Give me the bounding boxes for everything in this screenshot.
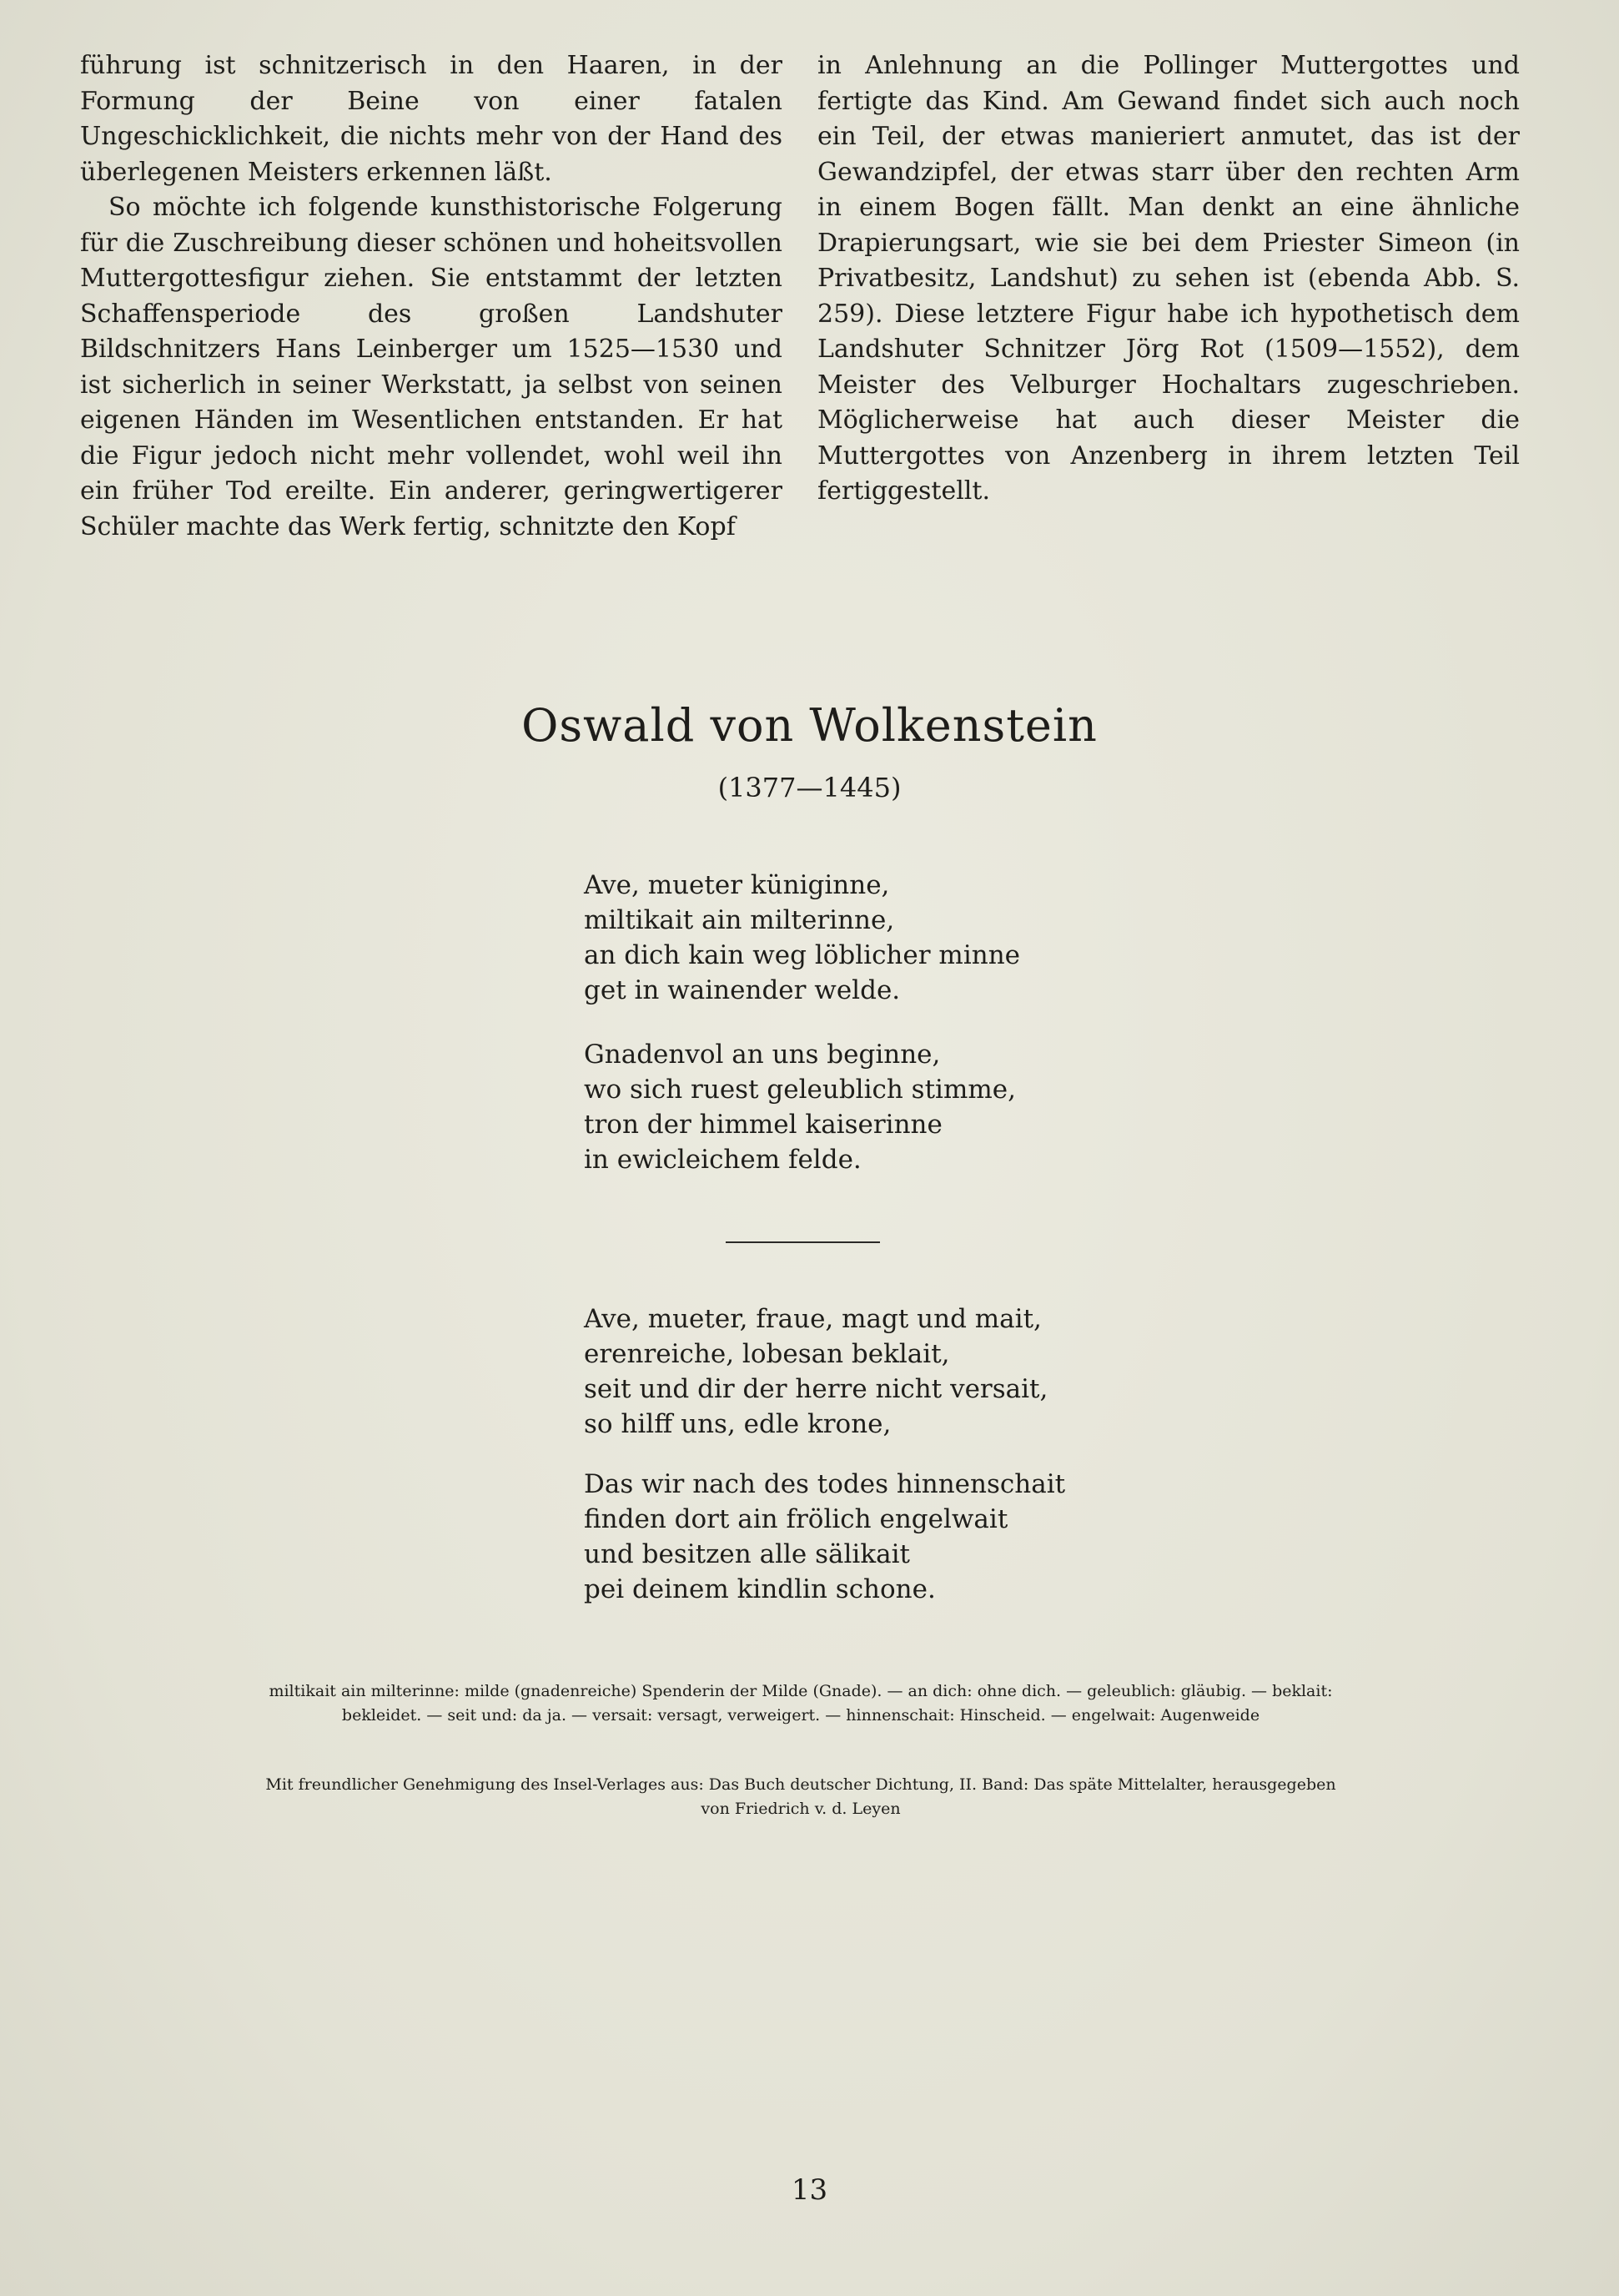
footnote-glossary: miltikait ain milterinne: milde (gnadenreiche) Spenderin der Milde (Gnade). — an dich: ohne dich. — geleublich: gläubig. — beklait: bekleidet. — seit und: da ja. — versait: versagt, verweigert. — hinnenschait: Hinscheid. — engelwait: Augenweide [269,1682,1333,1725]
poem-line: seit und dir der herre nicht versait, [584,1374,1048,1404]
paragraph: So möchte ich folgende kunsthistorische Folgerung für die Zuschreibung dieser schönen und hoheitsvollen Muttergottesfigur ziehen. Sie entstammt der letzten Schaffensperiode des großen Landshuter Bildschnitzers Hans Leinberger um 1525—1530 und ist sicherlich in seiner Werkstatt, ja selbst von seinen eigenen Händen im Wesentlichen entstanden. Er hat die Figur jedoch nicht mehr vollendet, wohl weil ihn ein früher Tod ereilte. Ein anderer, geringwertigerer Schüler machte das Werk fertig, schnitzte den Kopf [80,193,782,541]
poem-line: und besitzen alle sälikait [584,1539,910,1569]
poem-line: an dich kain weg löblicher minne [584,940,1021,970]
paragraph: in Anlehnung an die Pollinger Muttergottes und fertigte das Kind. Am Gewand findet sich auch noch ein Teil, der etwas manieriert anmutet, das ist der Gewandzipfel, der etwas starr über den rechten Arm in einem Bogen fällt. Man denkt an eine ähnliche Drapierungsart, wie sie bei dem Priester Simeon (in Privatbesitz, Landshut) zu sehen ist (ebenda Abb. S. 259). Diese letztere Figur habe ich hypothetisch dem Landshuter Schnitzer Jörg Rot (1509—1552), dem Meister des Velburger Hochaltars zugeschrieben. Möglicherweise hat auch dieser Meister die Muttergottes von Anzenberg in ihrem letzten Teil fertiggestellt. [817,51,1520,506]
poem-stanza [584,1467,1335,1607]
poem-line: Gnadenvol an uns beginne, [584,1040,941,1070]
poem-line: Ave, mueter, fraue, magt und mait, [584,1304,1042,1334]
text-column-right [817,48,1520,510]
poem-line: tron der himmel kaiserinne [584,1110,943,1140]
poem-line: miltikait ain milterinne, [584,905,895,935]
footnote-credit: Mit freundlicher Genehmigung des Insel-Verlages aus: Das Buch deutscher Dichtung, II. Band: Das späte Mittelalter, herausgegeben von Friedrich v. d. Leyen [265,1775,1336,1818]
poem-line: Ave, mueter küniginne, [584,870,890,900]
poem-dates: (1377—1445) [717,772,902,803]
poem-line: so hilff uns, edle krone, [584,1409,892,1439]
section-divider [726,1241,880,1243]
poem-line: Das wir nach des todes hinnenschait [584,1469,1066,1499]
poem-line: wo sich ruest geleublich stimme, [584,1075,1016,1105]
poem-line: pei deinem kindlin schone. [584,1574,936,1604]
poem-line: get in wainender welde. [584,975,901,1005]
page-number: 13 [791,2173,828,2207]
text-column-left [80,48,782,545]
poem-stanza [584,1302,1335,1442]
poem-title: Oswald von Wolkenstein [521,699,1098,752]
poem-line: erenreiche, lobesan beklait, [584,1339,950,1369]
poem-stanza [584,1037,1335,1177]
poem-stanza [584,868,1335,1008]
poem-line: finden dort ain frölich engelwait [584,1504,1008,1534]
paragraph: führung ist schnitzerisch in den Haaren, in der Formung der Beine von einer fatalen Ungeschicklichkeit, die nichts mehr von der Hand des überlegenen Meisters erkennen läßt. [80,51,782,187]
poem-line: in ewicleichem felde. [584,1145,862,1175]
